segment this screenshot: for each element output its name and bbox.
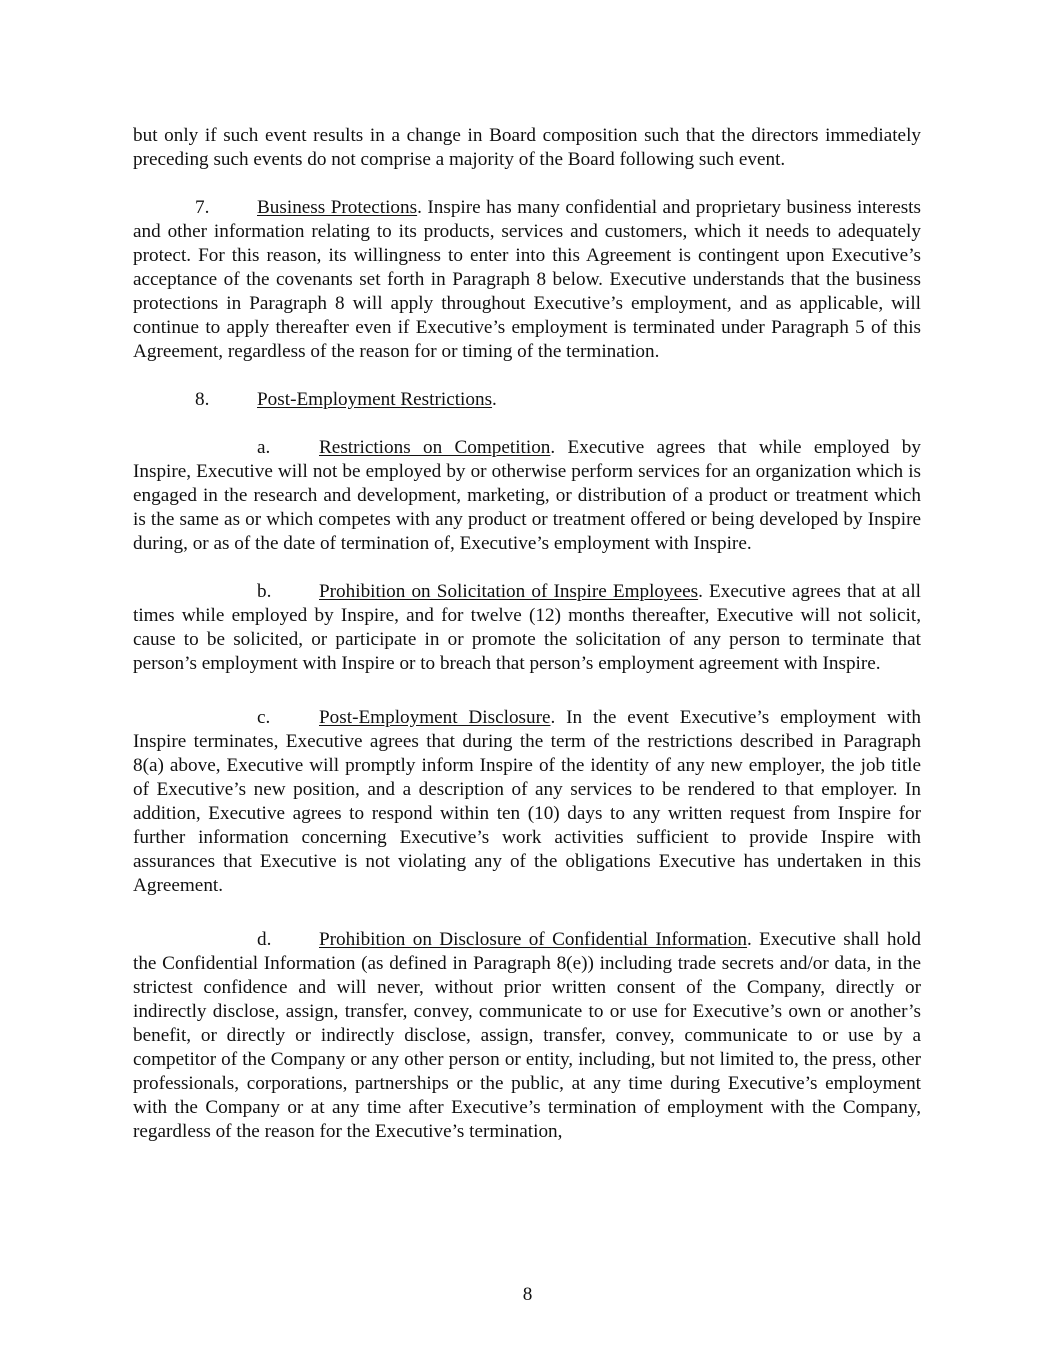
section-8b-paragraph xyxy=(133,580,921,676)
section-8-heading-suffix: . xyxy=(492,389,497,410)
section-7-number: 7. xyxy=(195,197,210,218)
section-8d-heading: Prohibition on Disclosure of Confidential Information xyxy=(319,929,748,950)
section-8c-heading: Post-Employment Disclosure xyxy=(319,707,551,728)
section-7-heading: Business Protections xyxy=(257,197,418,218)
section-8b-heading: Prohibition on Solicitation of Inspire Employees xyxy=(319,581,699,602)
page-number: 8 xyxy=(522,1284,533,1305)
section-8-number: 8. xyxy=(195,389,210,410)
page-body xyxy=(133,124,921,1144)
section-8c-text: . In the event Executive’s employment with Inspire terminates, Executive agrees that during the term of the restrictions described in Paragraph 8(a) above, Executive will promptly inform Inspire of the identity of any new employer, the job title of Executive’s new position, and a description of any services to be rendered to that employer. In addition, Executive agrees to respond within ten (10) days to any written request from Inspire for further information concerning Executive’s work activities sufficient to provide Inspire with assurances that Executive is not violating any of the obligations Executive has undertaken in this Agreement. xyxy=(133,707,921,896)
section-8a-paragraph xyxy=(133,436,921,556)
section-8a-text: . Executive agrees that while employed by Inspire, Executive will not be employed by or otherwise perform services for an organization which is engaged in the research and development, marketing, or distribution of a product or treatment which is the same as or which competes with any product or treatment offered or being developed by Inspire during, or as of the date of termination of, Executive’s employment with Inspire. xyxy=(133,437,921,554)
intro-paragraph xyxy=(133,124,921,172)
section-8d-letter: d. xyxy=(257,929,272,950)
section-8-paragraph xyxy=(133,388,921,412)
section-8c-paragraph xyxy=(133,706,921,898)
section-8a-letter: a. xyxy=(257,437,271,458)
section-8c-letter: c. xyxy=(257,707,271,728)
section-7-paragraph xyxy=(133,196,921,364)
section-7-text: . Inspire has many confidential and proprietary business interests and other information relating to its products, services and customers, which it needs to adequately protect. For this reason, its willingness to enter into this Agreement is contingent upon Executive’s acceptance of the covenants set forth in Paragraph 8 below. Executive understands that the business protections in Paragraph 8 will apply throughout Executive’s employment, and as applicable, will continue to apply thereafter even if Executive’s employment is terminated under Paragraph 5 of this Agreement, regardless of the reason for or timing of the termination. xyxy=(133,197,921,362)
section-8b-text: . Executive agrees that at all times while employed by Inspire, and for twelve (12) months thereafter, Executive will not solicit, cause to be solicited, or participate in or promote the solicitation of any person to terminate that person’s employment with Inspire or to breach that person’s employment agreement with Inspire. xyxy=(133,581,921,674)
intro-text: but only if such event results in a change in Board composition such that the directors immediately preceding such events do not comprise a majority of the Board following such event. xyxy=(133,125,921,170)
section-8a-heading: Restrictions on Competition xyxy=(319,437,551,458)
section-8d-paragraph xyxy=(133,928,921,1144)
section-8b-letter: b. xyxy=(257,581,272,602)
section-8d-text: . Executive shall hold the Confidential Information (as defined in Paragraph 8(e)) including trade secrets and/or data, in the strictest confidence and will never, without prior written consent of the Company, directly or indirectly disclose, assign, transfer, convey, communicate to or use for Executive’s own or another’s benefit, or directly or indirectly disclose, assign, transfer, convey, communicate to or use by a competitor of the Company or any other person or entity, including, but not limited to, the press, other professionals, corporations, partnerships or the public, at any time during Executive’s employment with the Company or at any time after Executive’s termination of employment with the Company, regardless of the reason for the Executive’s termination, xyxy=(133,929,921,1142)
section-8-heading: Post-Employment Restrictions xyxy=(257,389,493,410)
